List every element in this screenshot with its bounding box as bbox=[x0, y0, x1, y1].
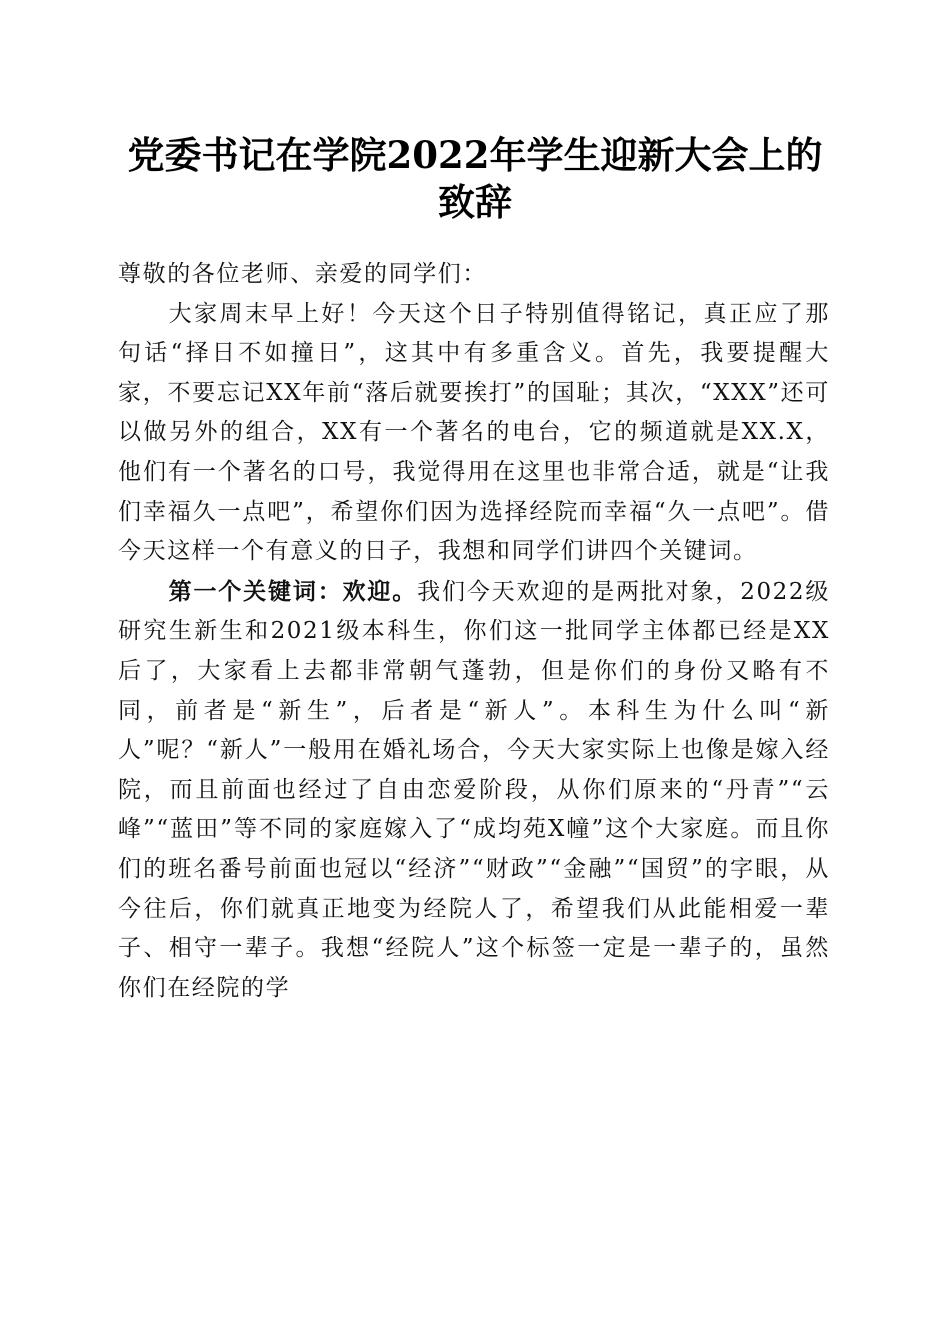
paragraph-1-text: 大家周末早上好！今天这个日子特别值得铭记，真正应了那句话“择日不如撞日”，这其中有多重含义。首先，我要提醒大家，不要忘记XX年前“落后就要挨打”的国耻；其次，“XXX”还可以做另外的组合，XX有一个著名的电台，它的频道就是XX.X，他们有一个著名的口号，我觉得用在这里也非常合适，就是“让我们幸福久一点吧”，希望你们因为选择经院而幸福“久一点吧”。借今天这样一个有意义的日子，我想和同学们讲四个关键词。 bbox=[118, 300, 830, 565]
salutation: 尊敬的各位老师、亲爱的同学们： bbox=[118, 261, 487, 287]
paragraph-1 bbox=[118, 295, 830, 572]
keyword-heading: 第一个关键词：欢迎。 bbox=[168, 577, 418, 605]
document-title: 党委书记在学院2022年学生迎新大会上的致辞 bbox=[127, 133, 823, 224]
paragraph-2-text: 我们今天欢迎的是两批对象，2022级研究生新生和2021级本科生，你们这一批同学主体都已经是XX后了，大家看上去都非常朝气蓬勃，但是你们的身份又略有不同，前者是“新生”，后者是“新人”。本科生为什么叫“新人”呢？“新人”一般用在婚礼场合，今天大家实际上也像是嫁入经院，而且前面也经过了自由恋爱阶段，从你们原来的“丹青”“云峰”“蓝田”等不同的家庭嫁入了“成均苑X幢”这个大家庭。而且你们的班名番号前面也冠以“经济”“财政”“金融”“国贸”的字眼，从今往后，你们就真正地变为经院人了，希望我们从此能相爱一辈子、相守一辈子。我想“经院人”这个标签一定是一辈子的，虽然你们在经院的学 bbox=[118, 578, 830, 1001]
paragraph-2 bbox=[118, 572, 830, 1009]
document-body bbox=[118, 255, 830, 1008]
